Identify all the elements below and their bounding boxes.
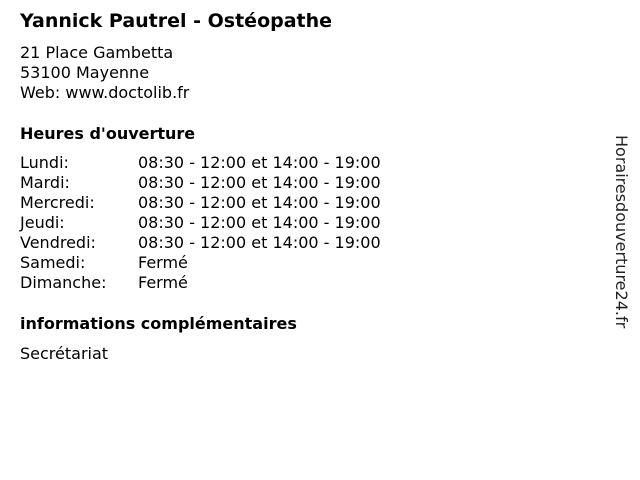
address-city: 53100 Mayenne [20, 63, 150, 82]
address-street: 21 Place Gambetta [20, 43, 174, 62]
time-range: Fermé [138, 253, 188, 272]
day-label: Dimanche: [20, 273, 107, 292]
hours-row-friday [20, 233, 381, 253]
hours-row-sunday [20, 273, 381, 293]
address-web: Web: www.doctolib.fr [20, 83, 190, 102]
time-range: 08:30 - 12:00 et 14:00 - 19:00 [138, 213, 381, 232]
additional-info-text: Secrétariat [20, 344, 109, 363]
day-label: Lundi: [20, 153, 69, 172]
hours-row-monday [20, 153, 381, 173]
time-range: 08:30 - 12:00 et 14:00 - 19:00 [138, 153, 381, 172]
time-range: 08:30 - 12:00 et 14:00 - 19:00 [138, 233, 381, 252]
day-label: Jeudi: [20, 213, 65, 232]
hours-row-tuesday [20, 173, 381, 193]
hours-row-thursday [20, 213, 381, 233]
hours-row-saturday [20, 253, 381, 273]
time-range: 08:30 - 12:00 et 14:00 - 19:00 [138, 173, 381, 192]
business-title: Yannick Pautrel - Ostéopathe [20, 10, 333, 32]
day-label: Vendredi: [20, 233, 96, 252]
day-label: Samedi: [20, 253, 86, 272]
day-label: Mercredi: [20, 193, 95, 212]
address-block [20, 43, 189, 103]
time-range: Fermé [138, 273, 188, 292]
site-watermark-text: Horairesdouverture24.fr [612, 135, 631, 329]
hours-row-wednesday [20, 193, 381, 213]
additional-info-heading: informations complémentaires [20, 314, 297, 333]
time-range: 08:30 - 12:00 et 14:00 - 19:00 [138, 193, 381, 212]
day-label: Mardi: [20, 173, 70, 192]
opening-hours-table [20, 153, 381, 293]
opening-hours-heading: Heures d'ouverture [20, 124, 196, 143]
